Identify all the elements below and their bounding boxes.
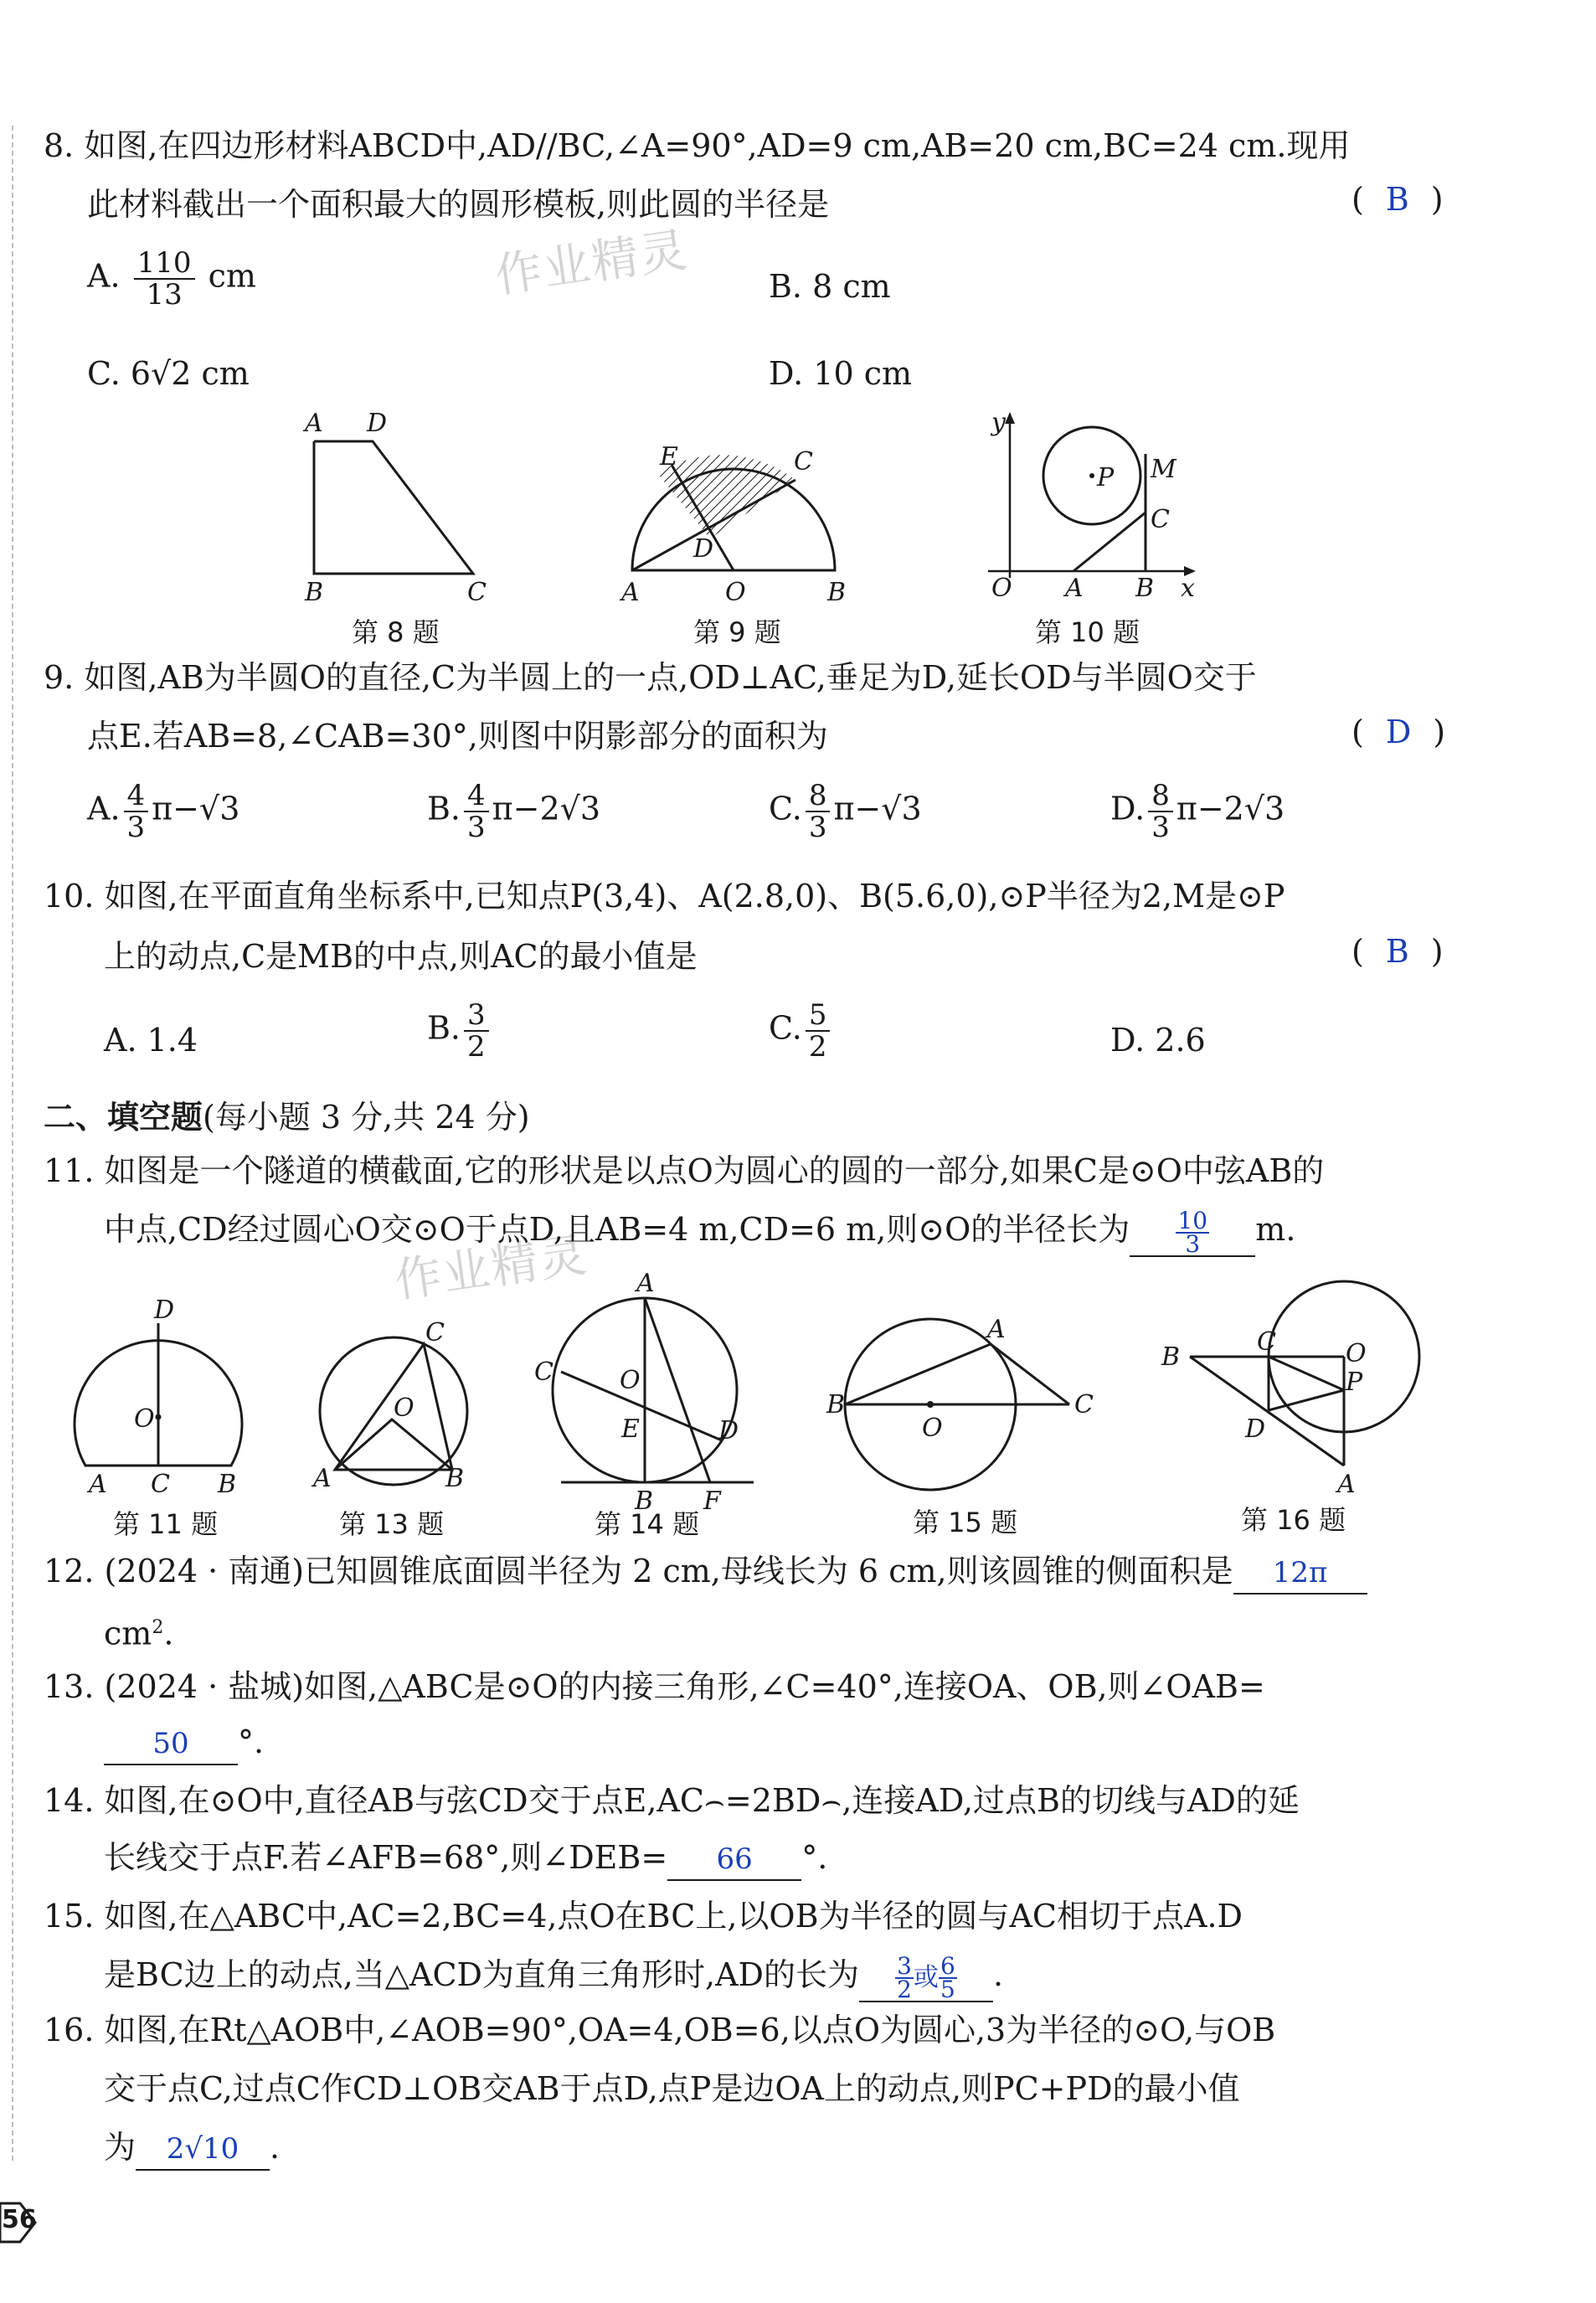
label-y: y <box>991 408 1006 437</box>
q10-line1: 10. 如图,在平面直角坐标系中,已知点P(3,4)、A(2.8,0)、B(5.6,0),⊙P半径为2,M是⊙P <box>44 878 1285 915</box>
q9-option-b: B. $\frac{4}{3}$ π−2√3 <box>427 779 601 844</box>
q9-option-c: C. $\frac{8}{3}$ π−√3 <box>769 779 922 844</box>
segment-ac <box>991 1344 1069 1404</box>
q9-answer: D <box>1385 714 1412 750</box>
label-b: B <box>1161 1342 1181 1372</box>
label-b: B <box>826 1390 846 1419</box>
q10-answer: B <box>1385 933 1409 970</box>
q10-option-a: A. 1.4 <box>104 1022 198 1059</box>
q15-line1: 15. 如图,在△ABC中,AC=2,BC=4,点O在BC上,以OB为半径的圆与AC相切于点A.D <box>44 1898 1243 1935</box>
section-2-heading: 二、填空题(每小题 3 分,共 24 分) <box>44 1098 530 1136</box>
label-a: A <box>987 1315 1006 1344</box>
label-c: C <box>794 447 813 477</box>
q11-line2: 中点,CD经过圆心O交⊙O于点D,且AB=4 m,CD=6 m,则⊙O的半径长为 $\frac{10}{3}$ m. <box>104 1206 1296 1258</box>
q8-option-a-fraction: $\frac{110}{13}$ <box>134 248 195 310</box>
label-x: x <box>1181 574 1195 603</box>
label-a: A <box>636 1269 655 1298</box>
figure-11 <box>67 1296 268 1502</box>
caption-9: 第 9 题 <box>693 616 781 648</box>
trapezoid-abcd <box>314 441 473 574</box>
q12-line1: 12. (2024 · 南通)已知圆锥底面圆半径为 2 cm,母线长为 6 cm,则该圆锥的侧面积是 12π <box>44 1551 1367 1595</box>
page-number-badge <box>0 2198 37 2247</box>
label-b: B <box>218 1470 237 1499</box>
q10-option-b: B. $\frac{3}{2}$ <box>427 1000 492 1062</box>
segment-ba <box>845 1344 991 1404</box>
page-number: 56 <box>2 2205 37 2234</box>
label-o: O <box>922 1414 943 1443</box>
label-c: C <box>151 1470 170 1499</box>
q14-answer-blank: 66 <box>667 1837 801 1881</box>
q10-line2: 上的动点,C是MB的中点,则AC的最小值是 <box>104 938 698 975</box>
q9-line2: 点E.若AB=8,∠CAB=30°,则图中阴影部分的面积为 <box>87 718 828 755</box>
label-d: D <box>1245 1414 1266 1444</box>
caption-10: 第 10 题 <box>1035 616 1140 648</box>
figure-14 <box>528 1269 770 1516</box>
label-o: O <box>620 1366 641 1395</box>
q14-line2: 长线交于点F.若∠AFB=68°,则∠DEB= 66 °. <box>104 1837 827 1881</box>
q16-line3: 为 2√10 . <box>104 2127 280 2171</box>
q9-option-a: A. $\frac{4}{3}$ π−√3 <box>87 779 240 844</box>
line-af <box>645 1298 710 1482</box>
q8-answer: B <box>1385 181 1409 218</box>
label-o: O <box>394 1394 414 1423</box>
label-a: A <box>1337 1470 1356 1499</box>
label-c: C <box>1151 505 1170 534</box>
q8-answer-paren: ( B ) <box>1351 181 1444 218</box>
q8-line1: 8. 如图,在四边形材料ABCD中,AD//BC,∠A=90°,AD=9 cm,AB=20 cm,BC=24 cm.现用 <box>44 127 1351 164</box>
figure-8 <box>293 406 511 611</box>
q15-line2: 是BC边上的动点,当△ACD为直角三角形时,AD的长为 $\frac{3}{2}$ 或 $\frac{6}{5}$ . <box>104 1951 1004 2003</box>
figure-10 <box>980 410 1206 615</box>
caption-11: 第 11 题 <box>113 1508 219 1540</box>
label-a: A <box>1065 574 1084 603</box>
q12-answer-blank: 12π <box>1233 1551 1367 1595</box>
label-b: B <box>827 578 847 607</box>
q13-line1: 13. (2024 · 盐城)如图,△ABC是⊙O的内接三角形,∠C=40°,连接OA、OB,则∠OAB= <box>44 1668 1265 1705</box>
label-e: E <box>660 442 678 471</box>
q12-line2: $cm^2$. <box>104 1615 174 1652</box>
label-e: E <box>621 1414 640 1444</box>
label-c: C <box>467 578 487 607</box>
label-d: D <box>367 409 388 438</box>
figure-13 <box>310 1318 486 1507</box>
label-c: C <box>1074 1390 1094 1419</box>
q16-line1: 16. 如图,在Rt△AOB中,∠AOB=90°,OA=4,OB=6,以点O为圆心,3为半径的⊙O,与OB <box>44 2012 1276 2048</box>
label-p: P <box>1346 1368 1363 1397</box>
label-c: C <box>1257 1327 1276 1357</box>
figure-9 <box>611 440 862 619</box>
q9-option-d: D. $\frac{8}{3}$ π−2√3 <box>1110 779 1285 844</box>
label-o: O <box>1346 1339 1367 1368</box>
label-b: B <box>635 1486 654 1516</box>
label-d: D <box>154 1296 175 1325</box>
label-b: B <box>1135 574 1155 603</box>
q16-line2: 交于点C,过点C作CD⊥OB交AB于点D,点P是边OA上的动点,则PC+PD的最小值 <box>104 2070 1240 2107</box>
q15-answer-blank: $\frac{3}{2}$ 或 $\frac{6}{5}$ <box>859 1955 993 2002</box>
label-m: M <box>1151 455 1176 484</box>
q16-answer-blank: 2√10 <box>136 2127 270 2171</box>
q8-line2: 此材料截出一个面积最大的圆形模板,则此圆的半径是 <box>87 186 830 223</box>
y-arrow <box>1005 412 1015 424</box>
q10-answer-paren: ( B ) <box>1351 933 1444 970</box>
label-o: O <box>725 578 746 607</box>
label-d: D <box>693 534 714 564</box>
caption-14: 第 14 题 <box>595 1508 700 1540</box>
segment-dp <box>1269 1390 1344 1410</box>
q11-answer-blank: $\frac{10}{3}$ <box>1130 1209 1255 1257</box>
caption-15: 第 15 题 <box>913 1507 1018 1538</box>
q8-option-b: B. 8 cm <box>769 268 891 305</box>
q9-line1: 9. 如图,AB为半圆O的直径,C为半圆上的一点,OD⊥AC,垂足为D,延长OD与半圆O交于 <box>44 659 1257 696</box>
label-f: F <box>703 1486 721 1516</box>
label-d: D <box>718 1416 739 1445</box>
label-c: C <box>534 1358 553 1387</box>
label-a: A <box>313 1464 332 1493</box>
figure-16 <box>1160 1273 1436 1502</box>
label-p: P <box>1097 463 1115 492</box>
q9-answer-paren: ( D ) <box>1351 714 1446 750</box>
watermark: 作业精灵 <box>492 223 692 304</box>
q8-option-c: C. 6√2 cm <box>87 355 250 392</box>
chord-cd <box>561 1372 722 1440</box>
label-a: A <box>305 409 323 438</box>
q8-option-d: D. 10 cm <box>769 355 913 392</box>
caption-8: 第 8 题 <box>352 616 440 648</box>
q13-line2: 50 °. <box>104 1722 264 1765</box>
q10-option-c: C. $\frac{5}{2}$ <box>769 1000 833 1062</box>
segment-cp <box>1269 1357 1344 1390</box>
label-a: A <box>621 578 640 607</box>
label-o: O <box>991 574 1012 603</box>
q14-line1: 14. 如图,在⊙O中,直径AB与弦CD交于点E,AC⌢=2BD⌢,连接AD,过点B的切线与AD的延 <box>44 1782 1300 1819</box>
label-c: C <box>425 1318 445 1347</box>
figure-15 <box>825 1311 1101 1498</box>
margin-line <box>12 126 13 2161</box>
watermark: 作业精灵 <box>391 1228 592 1309</box>
segment-ba <box>1190 1357 1344 1466</box>
q10-option-d: D. 2.6 <box>1110 1022 1206 1059</box>
q13-answer-blank: 50 <box>104 1722 238 1765</box>
label-a: A <box>89 1470 107 1499</box>
caption-13: 第 13 题 <box>339 1508 445 1540</box>
q11-line1: 11. 如图是一个隧道的横截面,它的形状是以点O为圆心的圆的一部分,如果C是⊙O中弦AB的 <box>44 1152 1325 1189</box>
q8-option-a: A. $\frac{110}{13}$ cm <box>87 246 256 312</box>
label-b: B <box>445 1464 465 1493</box>
label-b: B <box>305 578 324 607</box>
caption-16: 第 16 题 <box>1241 1504 1346 1536</box>
label-o: O <box>134 1404 155 1434</box>
